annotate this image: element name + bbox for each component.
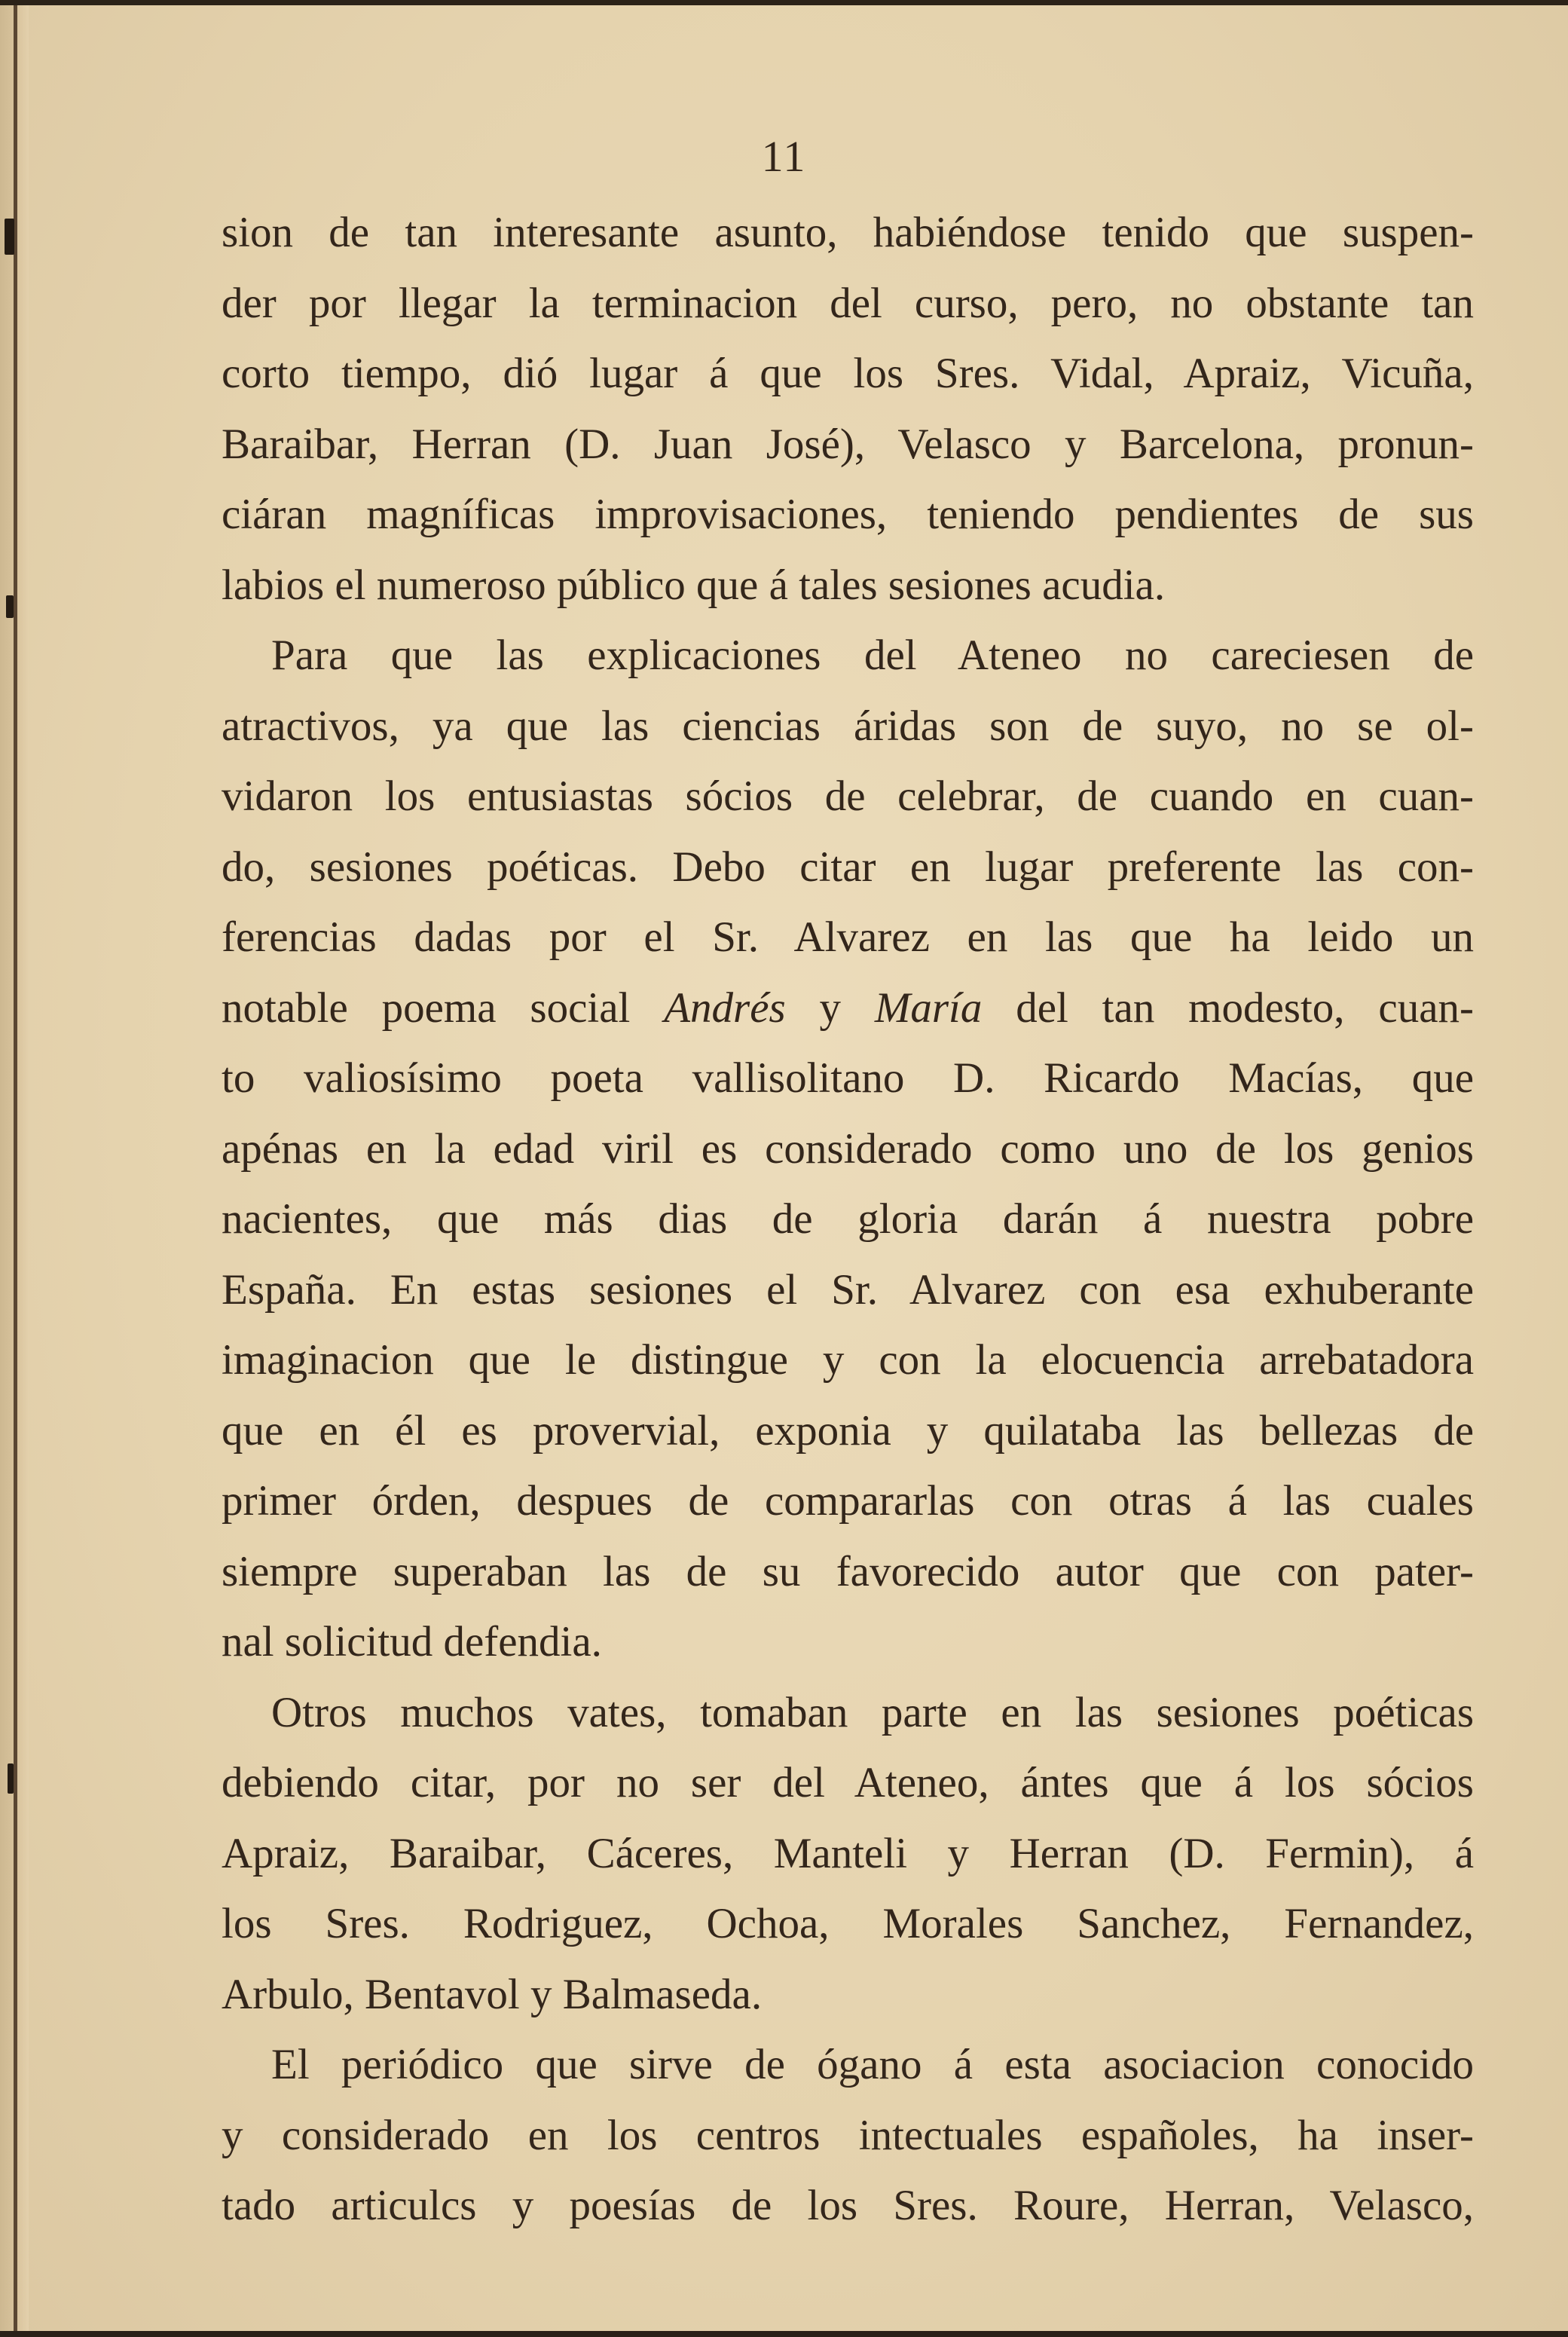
text-line: siempre superaban las de su favorecido autor que con pater-: [222, 1547, 1474, 1595]
text-line: Arbulo, Bentavol y Balmaseda.: [222, 1970, 763, 2018]
text-line: los Sres. Rodriguez, Ochoa, Morales Sanchez, Fernandez,: [222, 1900, 1474, 1947]
text-line: apénas en la edad viril es considerado como uno de los genios: [222, 1124, 1474, 1173]
text-line: to valiosísimo poeta vallisolitano D. Ricardo Macías, que: [222, 1054, 1474, 1102]
binding-line: [14, 0, 17, 2337]
margin-mark: [5, 219, 14, 255]
text-line: Apraiz, Baraibar, Cáceres, Manteli y Herran (D. Fermin), á: [222, 1829, 1474, 1877]
text-line: imaginacion que le distingue y con la elocuencia arrebatadora: [222, 1336, 1474, 1384]
text-line: ferencias dadas por el Sr. Alvarez en las que ha leido un: [222, 913, 1474, 961]
page-number: 11: [761, 132, 807, 181]
margin-mark: [8, 1763, 14, 1794]
text-line: España. En estas sesiones el Sr. Alvarez con esa exhuberante: [222, 1265, 1474, 1314]
body-text: [222, 197, 1474, 2241]
text-line: El periódico que sirve de ógano á esta asociacion conocido: [271, 2041, 1474, 2088]
text-line: ciáran magníficas improvisaciones, teniendo pendientes de sus: [222, 491, 1474, 538]
text-line: Baraibar, Herran (D. Juan José), Velasco y Barcelona, pronun-: [222, 420, 1474, 468]
text-line: nacientes, que más dias de gloria darán á nuestra pobre: [222, 1195, 1474, 1243]
text-line: Otros muchos vates, tomaban parte en las sesiones poéticas: [271, 1688, 1474, 1736]
text-line: do, sesiones poéticas. Debo citar en lugar preferente las con-: [222, 843, 1474, 891]
text-line: atractivos, ya que las ciencias áridas son de suyo, no se ol-: [222, 702, 1474, 750]
text-segment: del tan modesto, cuan-: [982, 983, 1474, 1032]
text-line: debiendo citar, por no ser del Ateneo, ántes que á los sócios: [222, 1759, 1474, 1806]
bottom-edge-rule: [0, 2331, 1568, 2337]
text-line: tado articulcs y poesías de los Sres. Roure, Herran, Velasco,: [222, 2182, 1474, 2229]
text-line: corto tiempo, dió lugar á que los Sres. Vidal, Apraiz, Vicuña,: [222, 350, 1474, 397]
text-line: sion de tan interesante asunto, habiéndose tenido que suspen-: [222, 209, 1474, 256]
text-line: que en él es provervial, exponia y quilataba las bellezas de: [222, 1406, 1474, 1455]
text-line: Para que las explicaciones del Ateneo no careciesen de: [271, 632, 1474, 679]
text-line: primer órden, despues de compararlas con otras á las cuales: [222, 1477, 1474, 1525]
text-line: der por llegar la terminacion del curso, pero, no obstante tan: [222, 279, 1474, 327]
text-segment: y: [785, 983, 875, 1032]
text-segment: notable poema social: [222, 983, 665, 1032]
text-line: vidaron los entusiastas sócios de celebrar, de cuando en cuan-: [222, 772, 1474, 820]
poem-title-maria: María: [874, 983, 983, 1032]
text-line: labios el numeroso público que á tales sesiones acudia.: [222, 561, 1166, 609]
margin-mark: [6, 595, 14, 618]
text-line: nal solicitud defendia.: [222, 1618, 602, 1666]
text-line: y considerado en los centros intectuales españoles, ha inser-: [222, 2111, 1474, 2159]
text-line: [222, 973, 1474, 1044]
top-edge-rule: [0, 0, 1568, 5]
poem-title-andres: Andrés: [664, 983, 786, 1032]
